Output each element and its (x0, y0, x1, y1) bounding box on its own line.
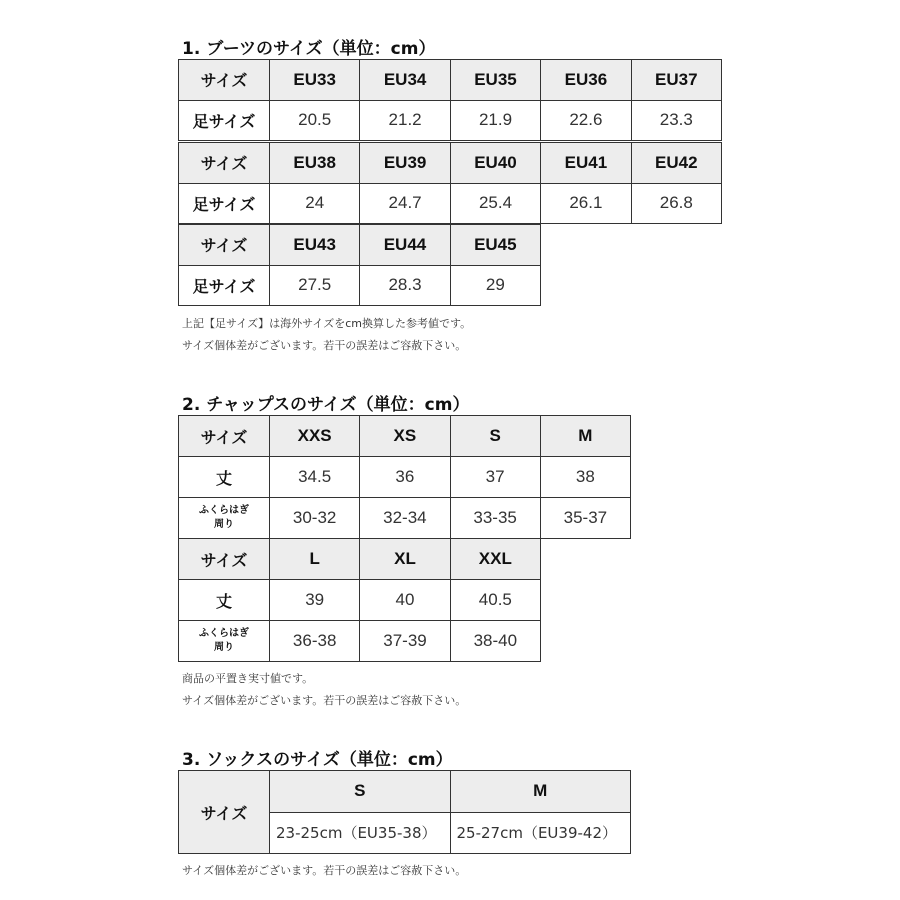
size-header: EU38 (270, 143, 359, 183)
size-header: S (270, 771, 450, 812)
size-header: M (451, 771, 631, 812)
size-label: サイズ (179, 539, 269, 579)
size-header: M (541, 416, 630, 456)
chaps-table-2 (178, 538, 541, 662)
foot-value: 22.6 (541, 101, 630, 141)
chaps-table-1 (178, 415, 631, 539)
foot-value: 28.3 (360, 266, 449, 306)
length-value: 34.5 (270, 457, 359, 497)
calf-label-line2: 周り (214, 642, 234, 653)
boots-title: 1. ブーツのサイズ（単位：cm） (182, 39, 436, 59)
length-value: 38 (541, 457, 630, 497)
size-header: S (451, 416, 540, 456)
size-header: XXL (451, 539, 540, 579)
foot-value: 24.7 (360, 184, 449, 224)
size-header: L (270, 539, 359, 579)
size-header: EU41 (541, 143, 630, 183)
foot-value: 24 (270, 184, 359, 224)
size-header: EU35 (451, 60, 540, 100)
boots-note-2: サイズ個体差がございます。若干の誤差はご容赦下さい。 (182, 339, 467, 352)
size-header: EU43 (270, 225, 359, 265)
length-value: 37 (451, 457, 540, 497)
size-header: EU36 (541, 60, 630, 100)
length-value: 36 (360, 457, 449, 497)
length-label: 丈 (179, 580, 269, 620)
size-label: サイズ (179, 771, 269, 853)
range-value: 25-27cm（EU39-42） (451, 813, 631, 854)
calf-label-line1: ふくらはぎ (199, 628, 249, 639)
calf-value: 32-34 (360, 498, 449, 538)
size-label: サイズ (179, 143, 269, 183)
length-label: 丈 (179, 457, 269, 497)
foot-value: 25.4 (451, 184, 540, 224)
size-header: EU40 (451, 143, 540, 183)
calf-label (179, 621, 269, 661)
foot-value: 21.9 (451, 101, 540, 141)
calf-value: 38-40 (451, 621, 540, 661)
foot-value: 29 (451, 266, 540, 306)
size-header: EU34 (360, 60, 449, 100)
boots-note-1: 上記【足サイズ】は海外サイズをcm換算した参考値です。 (182, 317, 472, 330)
size-header: EU37 (632, 60, 721, 100)
size-header: XL (360, 539, 449, 579)
size-header: EU45 (451, 225, 540, 265)
calf-value: 36-38 (270, 621, 359, 661)
foot-label: 足サイズ (179, 101, 269, 141)
size-label: サイズ (179, 60, 269, 100)
foot-label: 足サイズ (179, 184, 269, 224)
calf-value: 35-37 (541, 498, 630, 538)
calf-label (179, 498, 269, 538)
socks-title: 3. ソックスのサイズ（単位：cm） (182, 750, 453, 770)
foot-value: 26.8 (632, 184, 721, 224)
foot-value: 21.2 (360, 101, 449, 141)
size-header: XXS (270, 416, 359, 456)
socks-table (178, 770, 631, 854)
calf-value: 33-35 (451, 498, 540, 538)
foot-value: 26.1 (541, 184, 630, 224)
size-label: サイズ (179, 225, 269, 265)
calf-label-line1: ふくらはぎ (199, 505, 249, 516)
calf-value: 30-32 (270, 498, 359, 538)
calf-value: 37-39 (360, 621, 449, 661)
chaps-note-1: 商品の平置き実寸値です。 (182, 672, 314, 685)
length-value: 40 (360, 580, 449, 620)
foot-label: 足サイズ (179, 266, 269, 306)
size-header: EU44 (360, 225, 449, 265)
size-label: サイズ (179, 416, 269, 456)
size-header: EU39 (360, 143, 449, 183)
size-header: XS (360, 416, 449, 456)
range-value: 23-25cm（EU35-38） (270, 813, 450, 854)
boots-table-1 (178, 59, 722, 141)
foot-value: 20.5 (270, 101, 359, 141)
foot-value: 27.5 (270, 266, 359, 306)
length-value: 40.5 (451, 580, 540, 620)
chaps-note-2: サイズ個体差がございます。若干の誤差はご容赦下さい。 (182, 694, 467, 707)
boots-table-2 (178, 142, 722, 224)
length-value: 39 (270, 580, 359, 620)
socks-note: サイズ個体差がございます。若干の誤差はご容赦下さい。 (182, 864, 467, 877)
chaps-title: 2. チャップスのサイズ（単位：cm） (182, 395, 470, 415)
boots-table-3 (178, 224, 541, 306)
size-header: EU33 (270, 60, 359, 100)
foot-value: 23.3 (632, 101, 721, 141)
size-header: EU42 (632, 143, 721, 183)
calf-label-line2: 周り (214, 519, 234, 530)
